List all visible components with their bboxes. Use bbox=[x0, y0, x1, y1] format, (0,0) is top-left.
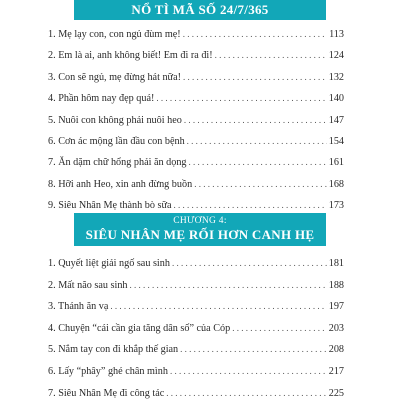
toc-entry-title: 6. Lấy “phây” ghé chân mình bbox=[48, 365, 168, 377]
toc-leader-dots bbox=[130, 280, 327, 290]
toc-entry-page: 113 bbox=[329, 29, 344, 40]
toc-entry bbox=[48, 258, 344, 280]
toc-entry bbox=[48, 115, 344, 136]
toc-entry-page: 168 bbox=[328, 178, 344, 190]
toc-leader-dots bbox=[183, 72, 327, 82]
toc-entry-page: 161 bbox=[328, 157, 344, 169]
toc-entry-title: 5. Nuôi con không phải nuôi heo bbox=[48, 114, 182, 126]
toc-entry-title: 2. Em là ai, anh không biết! Em đi ra đi! bbox=[48, 50, 213, 62]
toc-leader-dots bbox=[172, 258, 327, 268]
toc-entry-title: 4. Phần hôm nay đẹp quá! bbox=[48, 93, 155, 105]
toc-entry-title: 8. Hỡi anh Heo, xin anh đừng buồn bbox=[48, 178, 193, 190]
toc-entry-page: 124 bbox=[328, 50, 344, 62]
toc-leader-dots bbox=[156, 93, 326, 103]
toc-entry bbox=[48, 366, 344, 388]
toc-entry bbox=[48, 93, 344, 114]
toc-entry-title: 5. Nắm tay con đi khắp thế gian bbox=[48, 344, 179, 356]
toc-entry-title: 1. Quyết liệt giải ngố sau sinh bbox=[48, 258, 170, 269]
toc-entry-title: 6. Cơn ác mộng lần đầu con bệnh bbox=[48, 135, 185, 147]
toc-leader-dots bbox=[187, 136, 327, 146]
toc-entry-title: 1. Mẹ lạy con, con ngủ đùm mẹ! bbox=[48, 29, 181, 40]
toc-entry-page: 197 bbox=[328, 301, 344, 313]
toc-leader-dots bbox=[189, 157, 327, 167]
section-title: NỔ TÌ MÃ SỐ 24/7/365 bbox=[131, 2, 269, 17]
toc-entry-title: 7. Ăn dặm chữ hổng phải ăn dọng bbox=[48, 157, 187, 169]
toc-entry bbox=[48, 323, 344, 345]
toc-leader-dots bbox=[232, 323, 327, 333]
toc-leader-dots bbox=[174, 200, 327, 210]
toc-entry-page: 140 bbox=[328, 93, 344, 105]
toc-entry-page: 132 bbox=[328, 71, 344, 83]
toc-entry-page: 208 bbox=[328, 344, 344, 356]
toc-list-section-3 bbox=[48, 29, 344, 222]
toc-entry bbox=[48, 280, 344, 302]
toc-leader-dots bbox=[194, 179, 327, 189]
toc-entry-title: 2. Mất não sau sinh bbox=[48, 279, 128, 291]
toc-leader-dots bbox=[170, 366, 327, 376]
toc-leader-dots bbox=[215, 50, 327, 60]
toc-entry bbox=[48, 136, 344, 157]
toc-entry bbox=[48, 72, 344, 93]
toc-entry-page: 188 bbox=[328, 279, 344, 291]
toc-entry bbox=[48, 301, 344, 323]
toc-leader-dots bbox=[180, 344, 327, 354]
section-banner bbox=[74, 0, 326, 20]
toc-entry-title: 3. Thánh ăn vạ bbox=[48, 301, 109, 313]
toc-entry bbox=[48, 388, 344, 400]
chapter-label: CHƯƠNG 4: bbox=[173, 216, 227, 226]
toc-entry-title: 7. Siêu Nhân Mẹ đi công tác bbox=[48, 387, 165, 399]
toc-entry-page: 225 bbox=[328, 387, 344, 399]
toc-entry-page: 147 bbox=[328, 114, 344, 126]
toc-entry-title: 9. Siêu Nhân Mẹ thành bò sữa bbox=[48, 200, 172, 212]
toc-entry-page: 173 bbox=[328, 200, 344, 212]
toc-entry-page: 181 bbox=[328, 258, 344, 269]
toc-entry bbox=[48, 344, 344, 366]
toc-list-chapter-4 bbox=[48, 258, 344, 400]
chapter-title: SIÊU NHÂN MẸ RỐI HƠN CANH HẸ bbox=[85, 227, 315, 242]
toc-entry-page: 154 bbox=[328, 135, 344, 147]
toc-entry bbox=[48, 179, 344, 200]
toc-entry-title: 4. Chuyện “cái cần gia tăng dân số” của Cóp bbox=[48, 322, 231, 334]
toc-leader-dots bbox=[184, 115, 327, 125]
toc-entry bbox=[48, 50, 344, 71]
toc-entry bbox=[48, 29, 344, 50]
toc-entry bbox=[48, 157, 344, 178]
toc-entry-title: 3. Con sẽ ngủ, mẹ đừng hát nữa! bbox=[48, 71, 181, 83]
toc-leader-dots bbox=[110, 301, 326, 311]
toc-leader-dots bbox=[166, 388, 326, 398]
chapter-banner bbox=[74, 213, 326, 246]
toc-entry-page: 217 bbox=[328, 365, 344, 377]
toc-entry-page: 203 bbox=[328, 322, 344, 334]
toc-leader-dots bbox=[183, 29, 327, 39]
